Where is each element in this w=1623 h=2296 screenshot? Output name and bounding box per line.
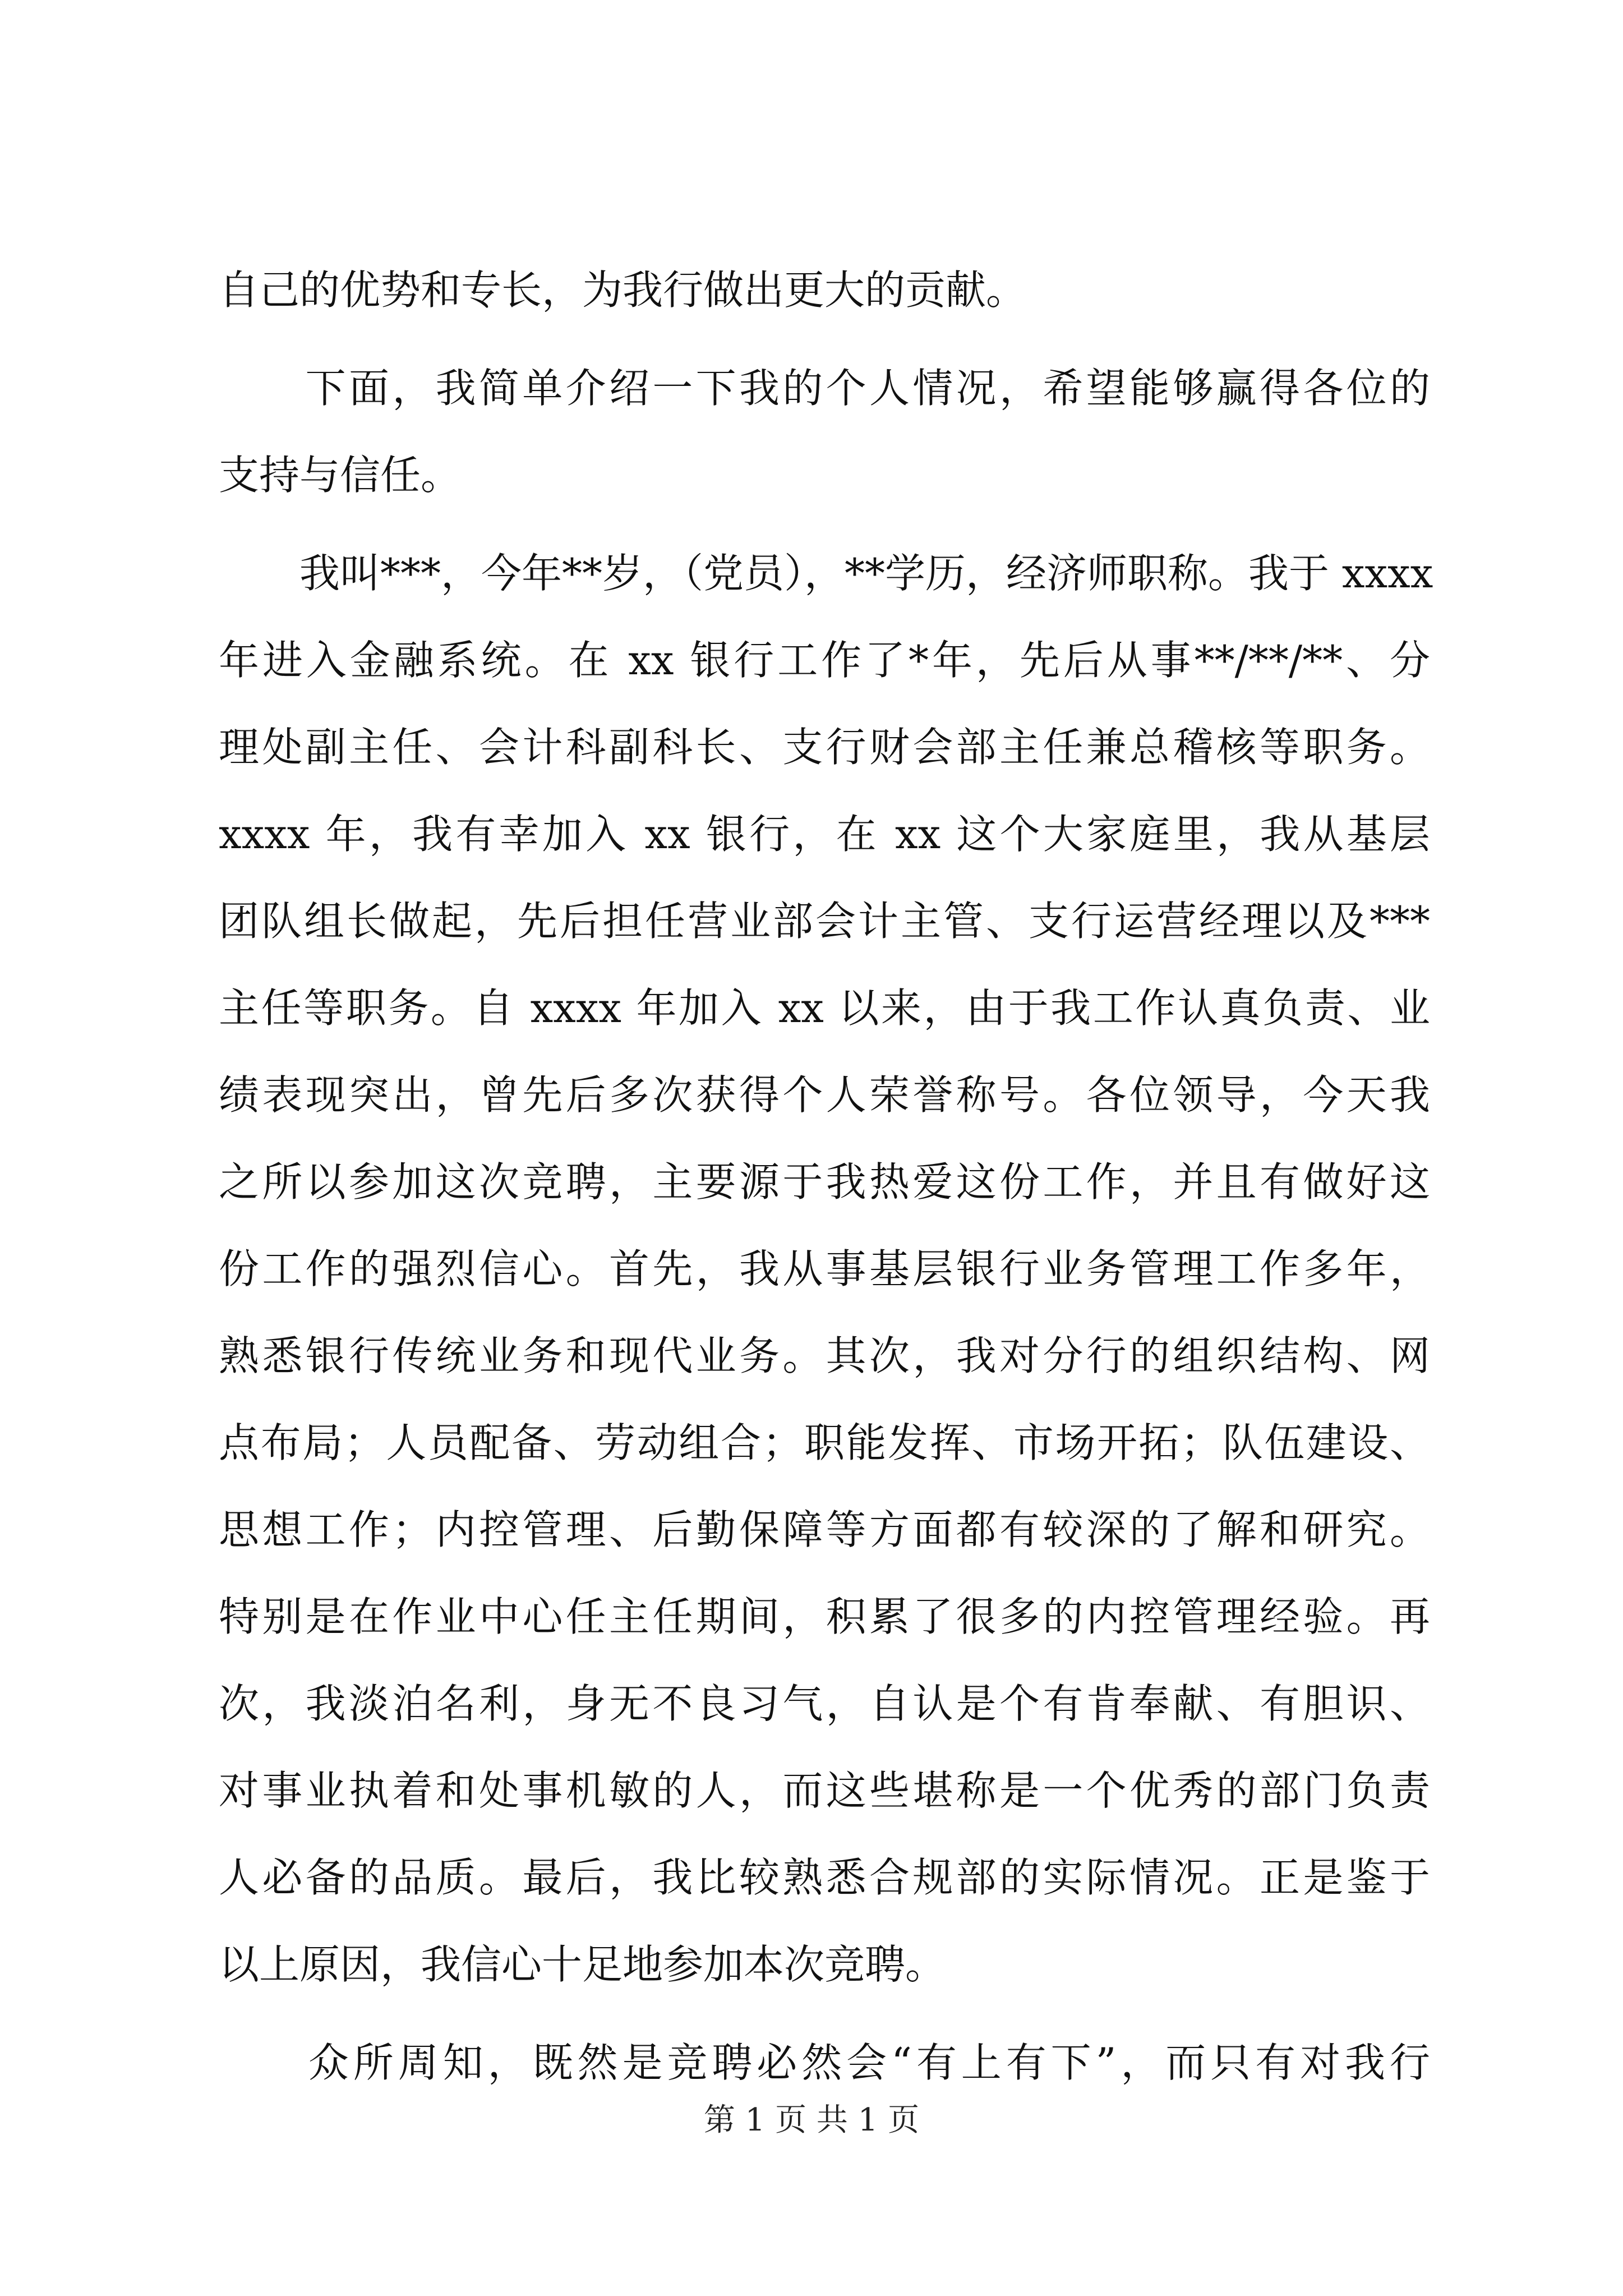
paragraph-line: 支持与信任。 (219, 452, 462, 499)
paragraph-line: 思想工作；内控管理、后勤保障等方面都有较深的了解和研究。 (219, 1506, 1430, 1553)
paragraph-line: 份工作的强烈信心。首先，我从事基层银行业务管理工作多年， (219, 1245, 1430, 1292)
paragraph-line: 年进入金融系统。在 xx 银行工作了*年，先后从事**/**/**、分 (219, 637, 1430, 684)
paragraph-line: 人必备的品质。最后，我比较熟悉合规部的实际情况。正是鉴于 (219, 1854, 1430, 1901)
paragraph-line: 绩表现突出，曾先后多次获得个人荣誉称号。各位领导，今天我 (219, 1071, 1430, 1119)
paragraph-line: 熟悉银行传统业务和现代业务。其次，我对分行的组织结构、网 (219, 1332, 1430, 1379)
paragraph-line: 特别是在作业中心任主任期间，积累了很多的内控管理经验。再 (219, 1593, 1430, 1640)
paragraph-line: 主任等职务。自 xxxx 年加入 xx 以来，由于我工作认真负责、业 (219, 984, 1430, 1032)
paragraph-line: 以上原因，我信心十足地参加本次竞聘。 (219, 1941, 946, 1988)
paragraph-line: 对事业执着和处事机敏的人，而这些堪称是一个优秀的部门负责 (219, 1767, 1430, 1814)
paragraph-line: 之所以参加这次竞聘，主要源于我热爱这份工作，并且有做好这 (219, 1158, 1430, 1205)
paragraph-line: 次，我淡泊名利，身无不良习气，自认是个有肯奉献、有胆识、 (219, 1680, 1430, 1727)
page-footer: 第 1 页 共 1 页 (703, 2102, 920, 2138)
paragraph-line: 理处副主任、会计科副科长、支行财会部主任兼总稽核等职务。 (219, 724, 1430, 771)
paragraph-line: xxxx 年，我有幸加入 xx 银行，在 xx 这个大家庭里，我从基层 (219, 811, 1430, 858)
paragraph-line: 下面，我简单介绍一下我的个人情况，希望能够赢得各位的 (219, 365, 1430, 412)
paragraph-line: 自己的优势和专长，为我行做出更大的贡献。 (219, 266, 1027, 314)
paragraph-line: 点布局；人员配备、劳动组合；职能发挥、市场开拓；队伍建设、 (219, 1419, 1430, 1466)
paragraph-line: 我叫***，今年**岁，（党员），**学历，经济师职称。我于 xxxx (219, 550, 1433, 597)
paragraph-line: 众所周知，既然是竞聘必然会“有上有下”，而只有对我行 (219, 2039, 1430, 2086)
document-body (219, 247, 1433, 2106)
paragraph-line: 团队组长做起，先后担任营业部会计主管、支行运营经理以及*** (219, 898, 1430, 945)
